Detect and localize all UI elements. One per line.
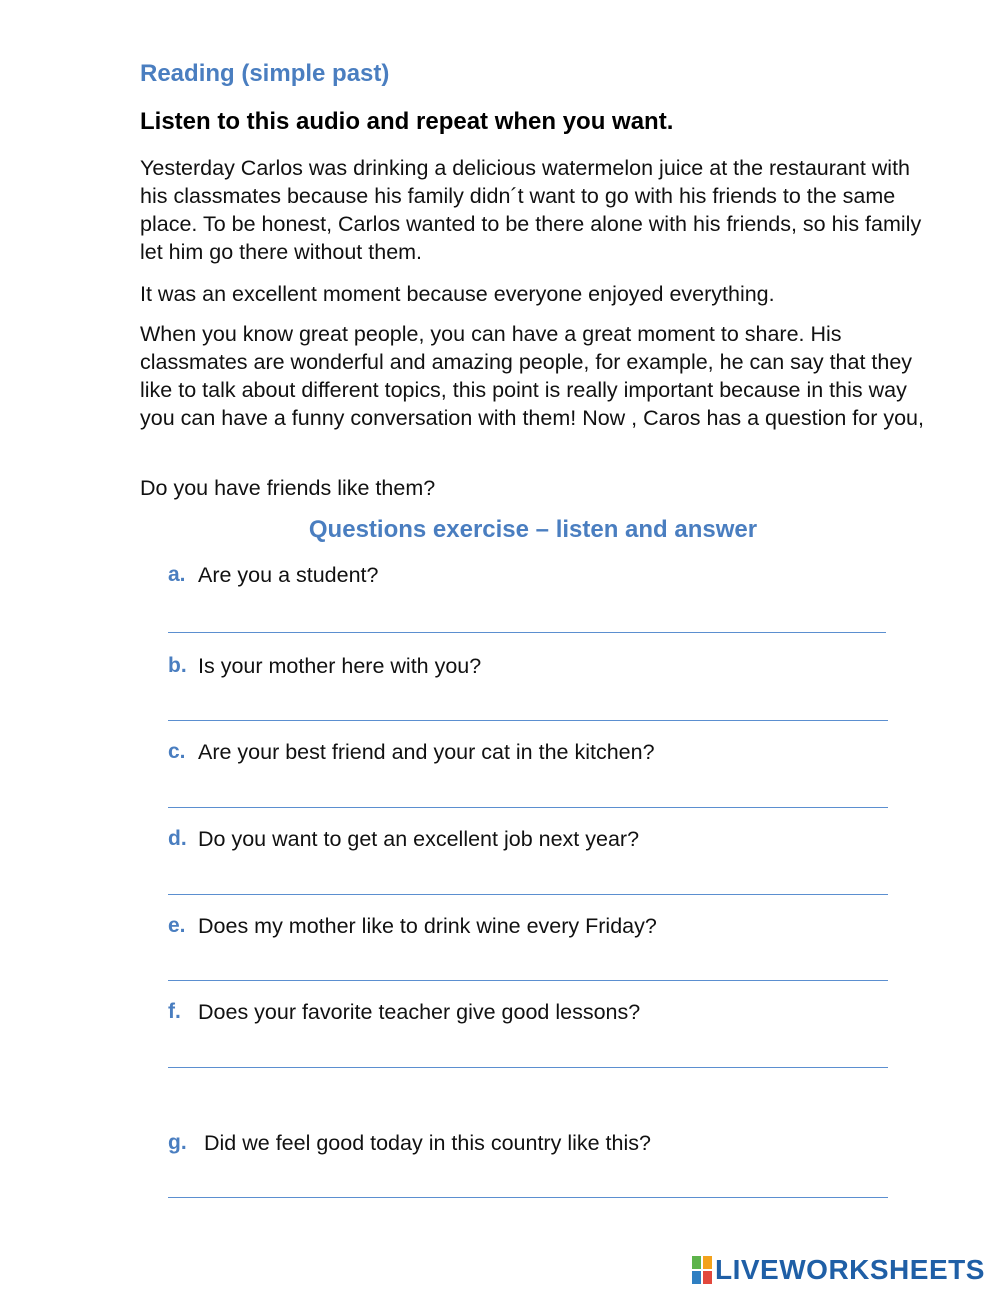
question-text: Are your best friend and your cat in the kitchen? <box>198 740 655 764</box>
question-letter: d. <box>168 827 187 850</box>
question-text: Did we feel good today in this country like this? <box>204 1131 651 1155</box>
reading-paragraph-1: Yesterday Carlos was drinking a delicious watermelon juice at the restaurant with his classmates because his family didn´t want to go with his friends to the same place. To be honest, Carlos wanted to be there alone with his friends, so his family let him go there without them. <box>140 156 922 264</box>
question-text: Is your mother here with you? <box>198 654 482 678</box>
brand-name: LIVEWORKSHEETS <box>715 1254 985 1285</box>
question-text: Are you a student? <box>198 563 379 587</box>
question-text: Does my mother like to drink wine every Friday? <box>198 914 657 938</box>
answer-line-c[interactable] <box>168 807 888 808</box>
question-letter: g. <box>168 1131 187 1154</box>
answer-line-e[interactable] <box>168 980 888 981</box>
answer-line-d[interactable] <box>168 894 888 895</box>
instruction-heading: Listen to this audio and repeat when you want. <box>140 108 674 135</box>
liveworksheets-logo-icon <box>692 1256 712 1284</box>
question-letter: c. <box>168 740 186 763</box>
question-letter: a. <box>168 563 186 586</box>
question-text: Do you want to get an excellent job next year? <box>198 827 640 851</box>
reading-paragraph-2: It was an excellent moment because everyone enjoyed everything. <box>140 282 775 306</box>
answer-line-b[interactable] <box>168 720 888 721</box>
reading-paragraph-4: Do you have friends like them? <box>140 476 436 500</box>
liveworksheets-brand <box>692 1254 985 1286</box>
question-letter: e. <box>168 914 186 937</box>
answer-line-a[interactable] <box>168 632 886 633</box>
section-title: Reading (simple past) <box>140 60 390 87</box>
answer-line-f[interactable] <box>168 1067 888 1068</box>
exercise-title: Questions exercise – listen and answer <box>308 516 758 543</box>
answer-line-g[interactable] <box>168 1197 888 1198</box>
question-letter: f. <box>168 1000 181 1023</box>
reading-paragraph-3: When you know great people, you can have a great moment to share. His classmates are wonderful and amazing people, for example, he can say that they like to talk about different topics, this point is really important because in this way you can have a funny conversation with them! Now , Caros has a question for you, <box>140 322 924 430</box>
question-text: Does your favorite teacher give good lessons? <box>198 1000 641 1024</box>
question-letter: b. <box>168 654 187 677</box>
